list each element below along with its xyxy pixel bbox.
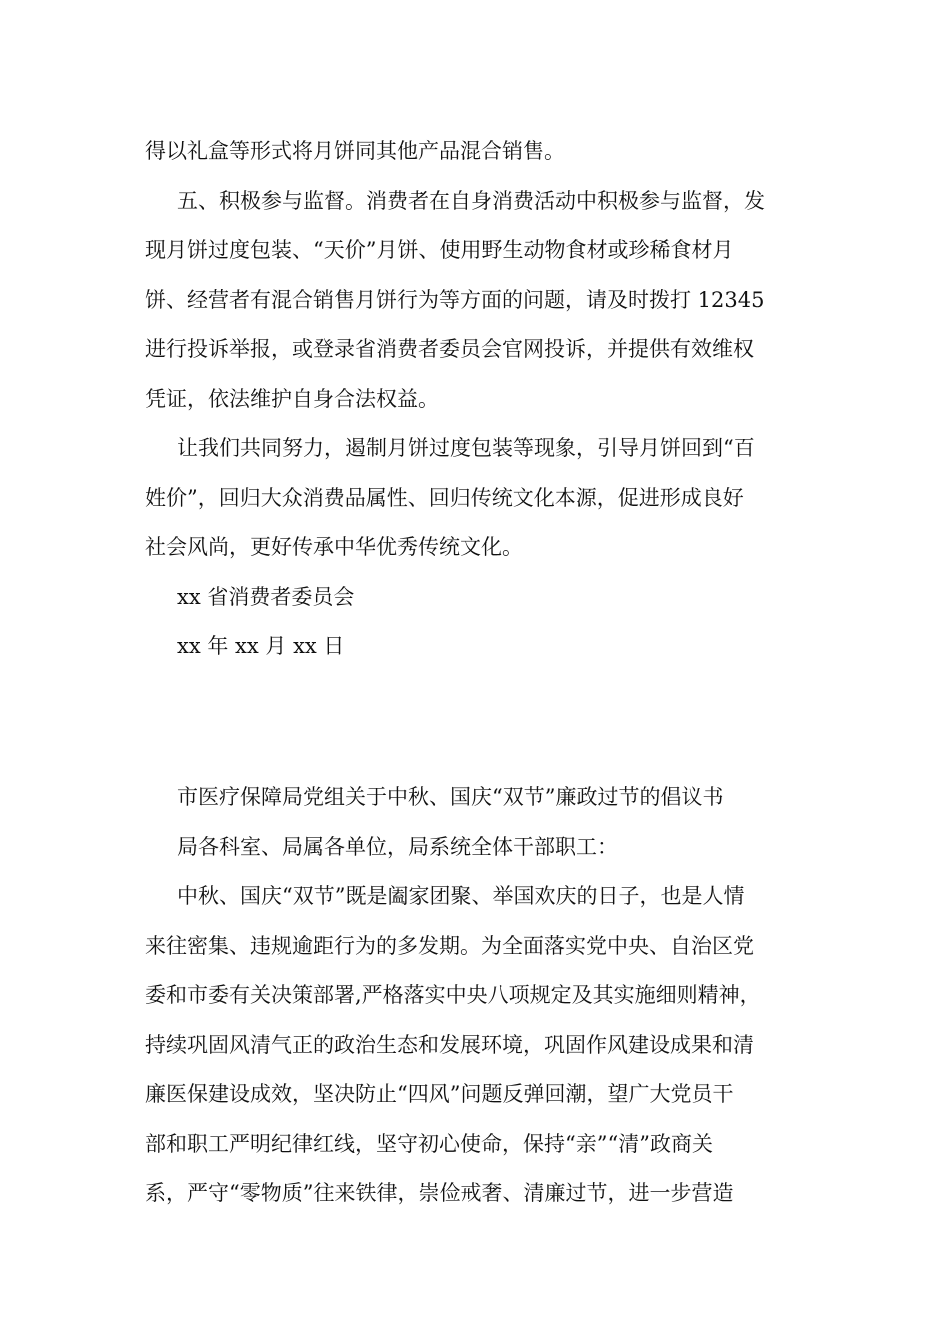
text-line: 五、积极参与监督。消费者在自身消费活动中积极参与监督，发 <box>177 188 765 213</box>
document-title: 市医疗保障局党组关于中秋、国庆“双节”廉政过节的倡议书 <box>177 785 724 809</box>
text-line: 凭证，依法维护自身合法权益。 <box>145 386 439 411</box>
text-line: 来往密集、违规逾距行为的多发期。为全面落实党中央、自治区党 <box>145 933 754 958</box>
signature-date: xx 年 xx 月 xx 日 <box>177 634 345 658</box>
second-section <box>145 773 807 1219</box>
text-line: 系，严守“零物质”往来铁律，崇俭戒奢、清廉过节，进一步营造 <box>145 1181 734 1205</box>
signature-org: xx 省消费者委员会 <box>177 584 355 609</box>
text-line: 饼、经营者有混合销售月饼行为等方面的问题，请及时拨打 12345 <box>145 287 765 312</box>
text-line: 委和市委有关决策部署,严格落实中央八项规定及其实施细则精神， <box>145 983 761 1007</box>
text-line: 让我们共同努力，遏制月饼过度包装等现象，引导月饼回到“百 <box>177 436 755 460</box>
text-line: 得以礼盒等形式将月饼同其他产品混合销售。 <box>145 139 565 163</box>
text-line: 部和职工严明纪律红线，坚守初心使命，保持“亲”“清”政商关 <box>145 1131 713 1156</box>
text-line: 进行投诉举报，或登录省消费者委员会官网投诉，并提供有效维权 <box>145 337 754 361</box>
text-line: 廉医保建设成效，坚决防止“四风”问题反弹回潮，望广大党员干 <box>145 1082 734 1106</box>
text-line: 现月饼过度包装、“天价”月饼、使用野生动物食材或珍稀食材月 <box>145 238 734 262</box>
text-line: 中秋、国庆“双节”既是阖家团聚、举国欢庆的日子，也是人情 <box>177 884 745 908</box>
text-line: 姓价”，回归大众消费品属性、回归传统文化本源，促进形成良好 <box>145 485 744 510</box>
text-line: 持续巩固风清气正的政治生态和发展环境，巩固作风建设成果和清 <box>145 1032 754 1057</box>
salutation: 局各科室、局属各单位，局系统全体干部职工： <box>177 834 618 859</box>
first-section <box>145 127 807 672</box>
text-line: 社会风尚，更好传承中华优秀传统文化。 <box>145 535 523 559</box>
